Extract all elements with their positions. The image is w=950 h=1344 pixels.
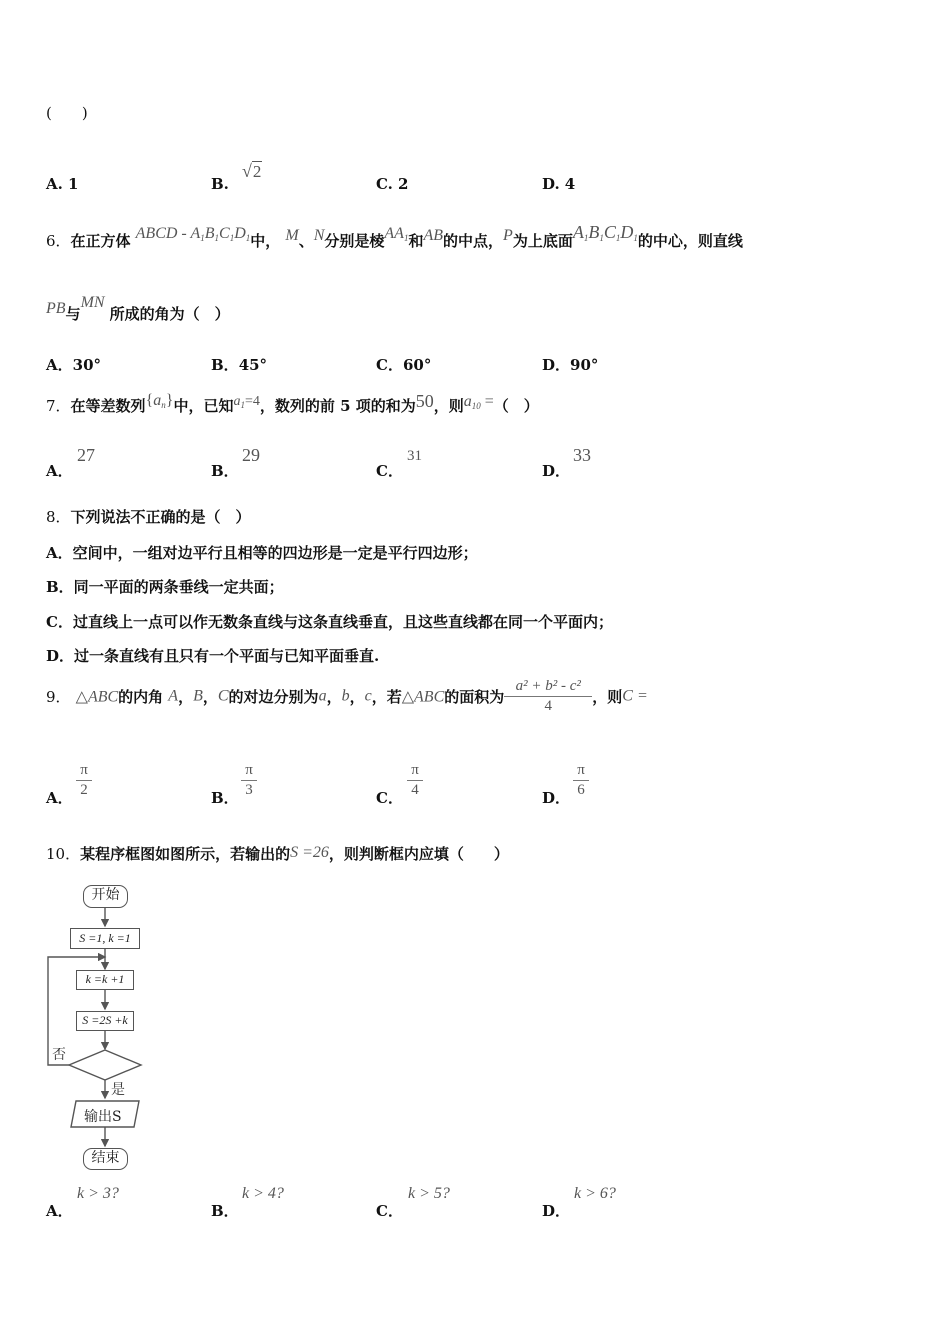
q9-option-b: B． xyxy=(211,789,239,807)
q6-option-a: A．30° xyxy=(46,356,102,374)
no-label: 否 xyxy=(52,1047,66,1063)
q10-option-c: C． xyxy=(376,1202,403,1220)
q10-option-b: B． xyxy=(211,1202,239,1220)
yes-label: 是 xyxy=(111,1082,125,1098)
flowchart xyxy=(46,876,146,1176)
update-sum-box: S =2S +k xyxy=(76,1011,134,1031)
cube-name: ABCD - $A_1B_1C_1D_1$ xyxy=(135,225,251,243)
q10-option-c-value: k > 5? xyxy=(408,1185,450,1202)
answer-paren: ( ) xyxy=(46,104,88,122)
q9-option-b-fraction: $\frac{\pi}{3}$ xyxy=(241,762,257,799)
q7-option-b: B． xyxy=(211,462,239,480)
end-node: 结束 xyxy=(83,1148,128,1170)
q7-option-a: A． xyxy=(46,462,73,480)
q5-option-b: B. xyxy=(211,175,229,193)
q10-option-d-value: k > 6? xyxy=(574,1185,616,1202)
sequence-an: $\{a_n\}$ xyxy=(145,392,174,410)
q6-option-b: B．45° xyxy=(211,356,268,374)
q7-option-c-value: 31 xyxy=(407,448,422,464)
area-fraction: $\frac{\text{a² + b² - c²}}{4}$ xyxy=(504,678,592,715)
sqrt-symbol: √ xyxy=(242,161,252,181)
top-face-name: $A_1B_1C_1D_1$ xyxy=(572,222,638,243)
q10-option-a-value: k > 3? xyxy=(77,1185,119,1202)
q5-option-d: D. 4 xyxy=(542,175,576,193)
q7-option-a-value: 27 xyxy=(77,445,95,465)
q8-option-b: B．同一平面的两条垂线一定共面； xyxy=(46,578,284,596)
decision-diamond xyxy=(69,1050,141,1080)
q7-option-d: D． xyxy=(542,462,571,480)
q8-option-a: A．空间中，一组对边平行且相等的四边形是一定是平行四边形； xyxy=(46,544,478,562)
increment-box: k =k +1 xyxy=(76,970,134,990)
output-label: 输出S xyxy=(84,1109,122,1125)
start-node: 开始 xyxy=(83,885,128,908)
q10-option-b-value: k > 4? xyxy=(242,1185,284,1202)
q7-option-b-value: 29 xyxy=(242,445,260,465)
q8-option-d: D．过一条直线有且只有一个平面与已知平面垂直. xyxy=(46,647,380,665)
q9-stem: 9． △ABC的内角 A，B，C的对边分别为a，b，c，若△ABC的面积为 $\frac{\text{a² + b² - c²}}{4}$ ，则C = xyxy=(46,678,648,714)
q5-option-b-value: √2 xyxy=(242,161,262,181)
q5-option-c: C. 2 xyxy=(376,175,409,193)
q6-option-d: D．90° xyxy=(542,356,599,374)
init-box: S =1, k =1 xyxy=(70,928,140,949)
q6-stem-line1: 6．在正方体 ABCD - $A_1B_1C_1D_1$中， M、N分别是棱$AA_1$和AB的中点，P为上底面$A_1B_1C_1D_1$的中心，则直线 xyxy=(46,222,743,250)
q10-option-a: A． xyxy=(46,1202,73,1220)
q9-option-c: C． xyxy=(376,789,403,807)
q9-option-d: D． xyxy=(542,789,571,807)
q7-option-d-value: 33 xyxy=(573,445,591,465)
q8-stem: 8．下列说法不正确的是（ ） xyxy=(46,508,251,526)
q7-option-c: C． xyxy=(376,462,403,480)
q8-option-c: C．过直线上一点可以作无数条直线与这条直线垂直，且这些直线都在同一个平面内； xyxy=(46,613,613,631)
q6-stem-line2: PB与MN 所成的角为（ ） xyxy=(46,294,230,323)
q10-option-d: D． xyxy=(542,1202,571,1220)
q10-stem: 10．某程序框图如图所示，若输出的S =26，则判断框内应填（ ） xyxy=(46,844,509,863)
q9-option-a-fraction: $\frac{\pi}{2}$ xyxy=(76,762,92,799)
q9-option-d-fraction: $\frac{\pi}{6}$ xyxy=(573,762,589,799)
q9-option-a: A． xyxy=(46,789,73,807)
q6-option-c: C．60° xyxy=(376,356,432,374)
q9-option-c-fraction: $\frac{\pi}{4}$ xyxy=(407,762,423,799)
q5-option-a: A. 1 xyxy=(46,175,79,193)
q7-stem: 7．在等差数列$\{a_n\}$中，已知$a_1=4$，数列的前 5 项的和为50，则$a_{10}$ =（ ） xyxy=(46,391,539,415)
